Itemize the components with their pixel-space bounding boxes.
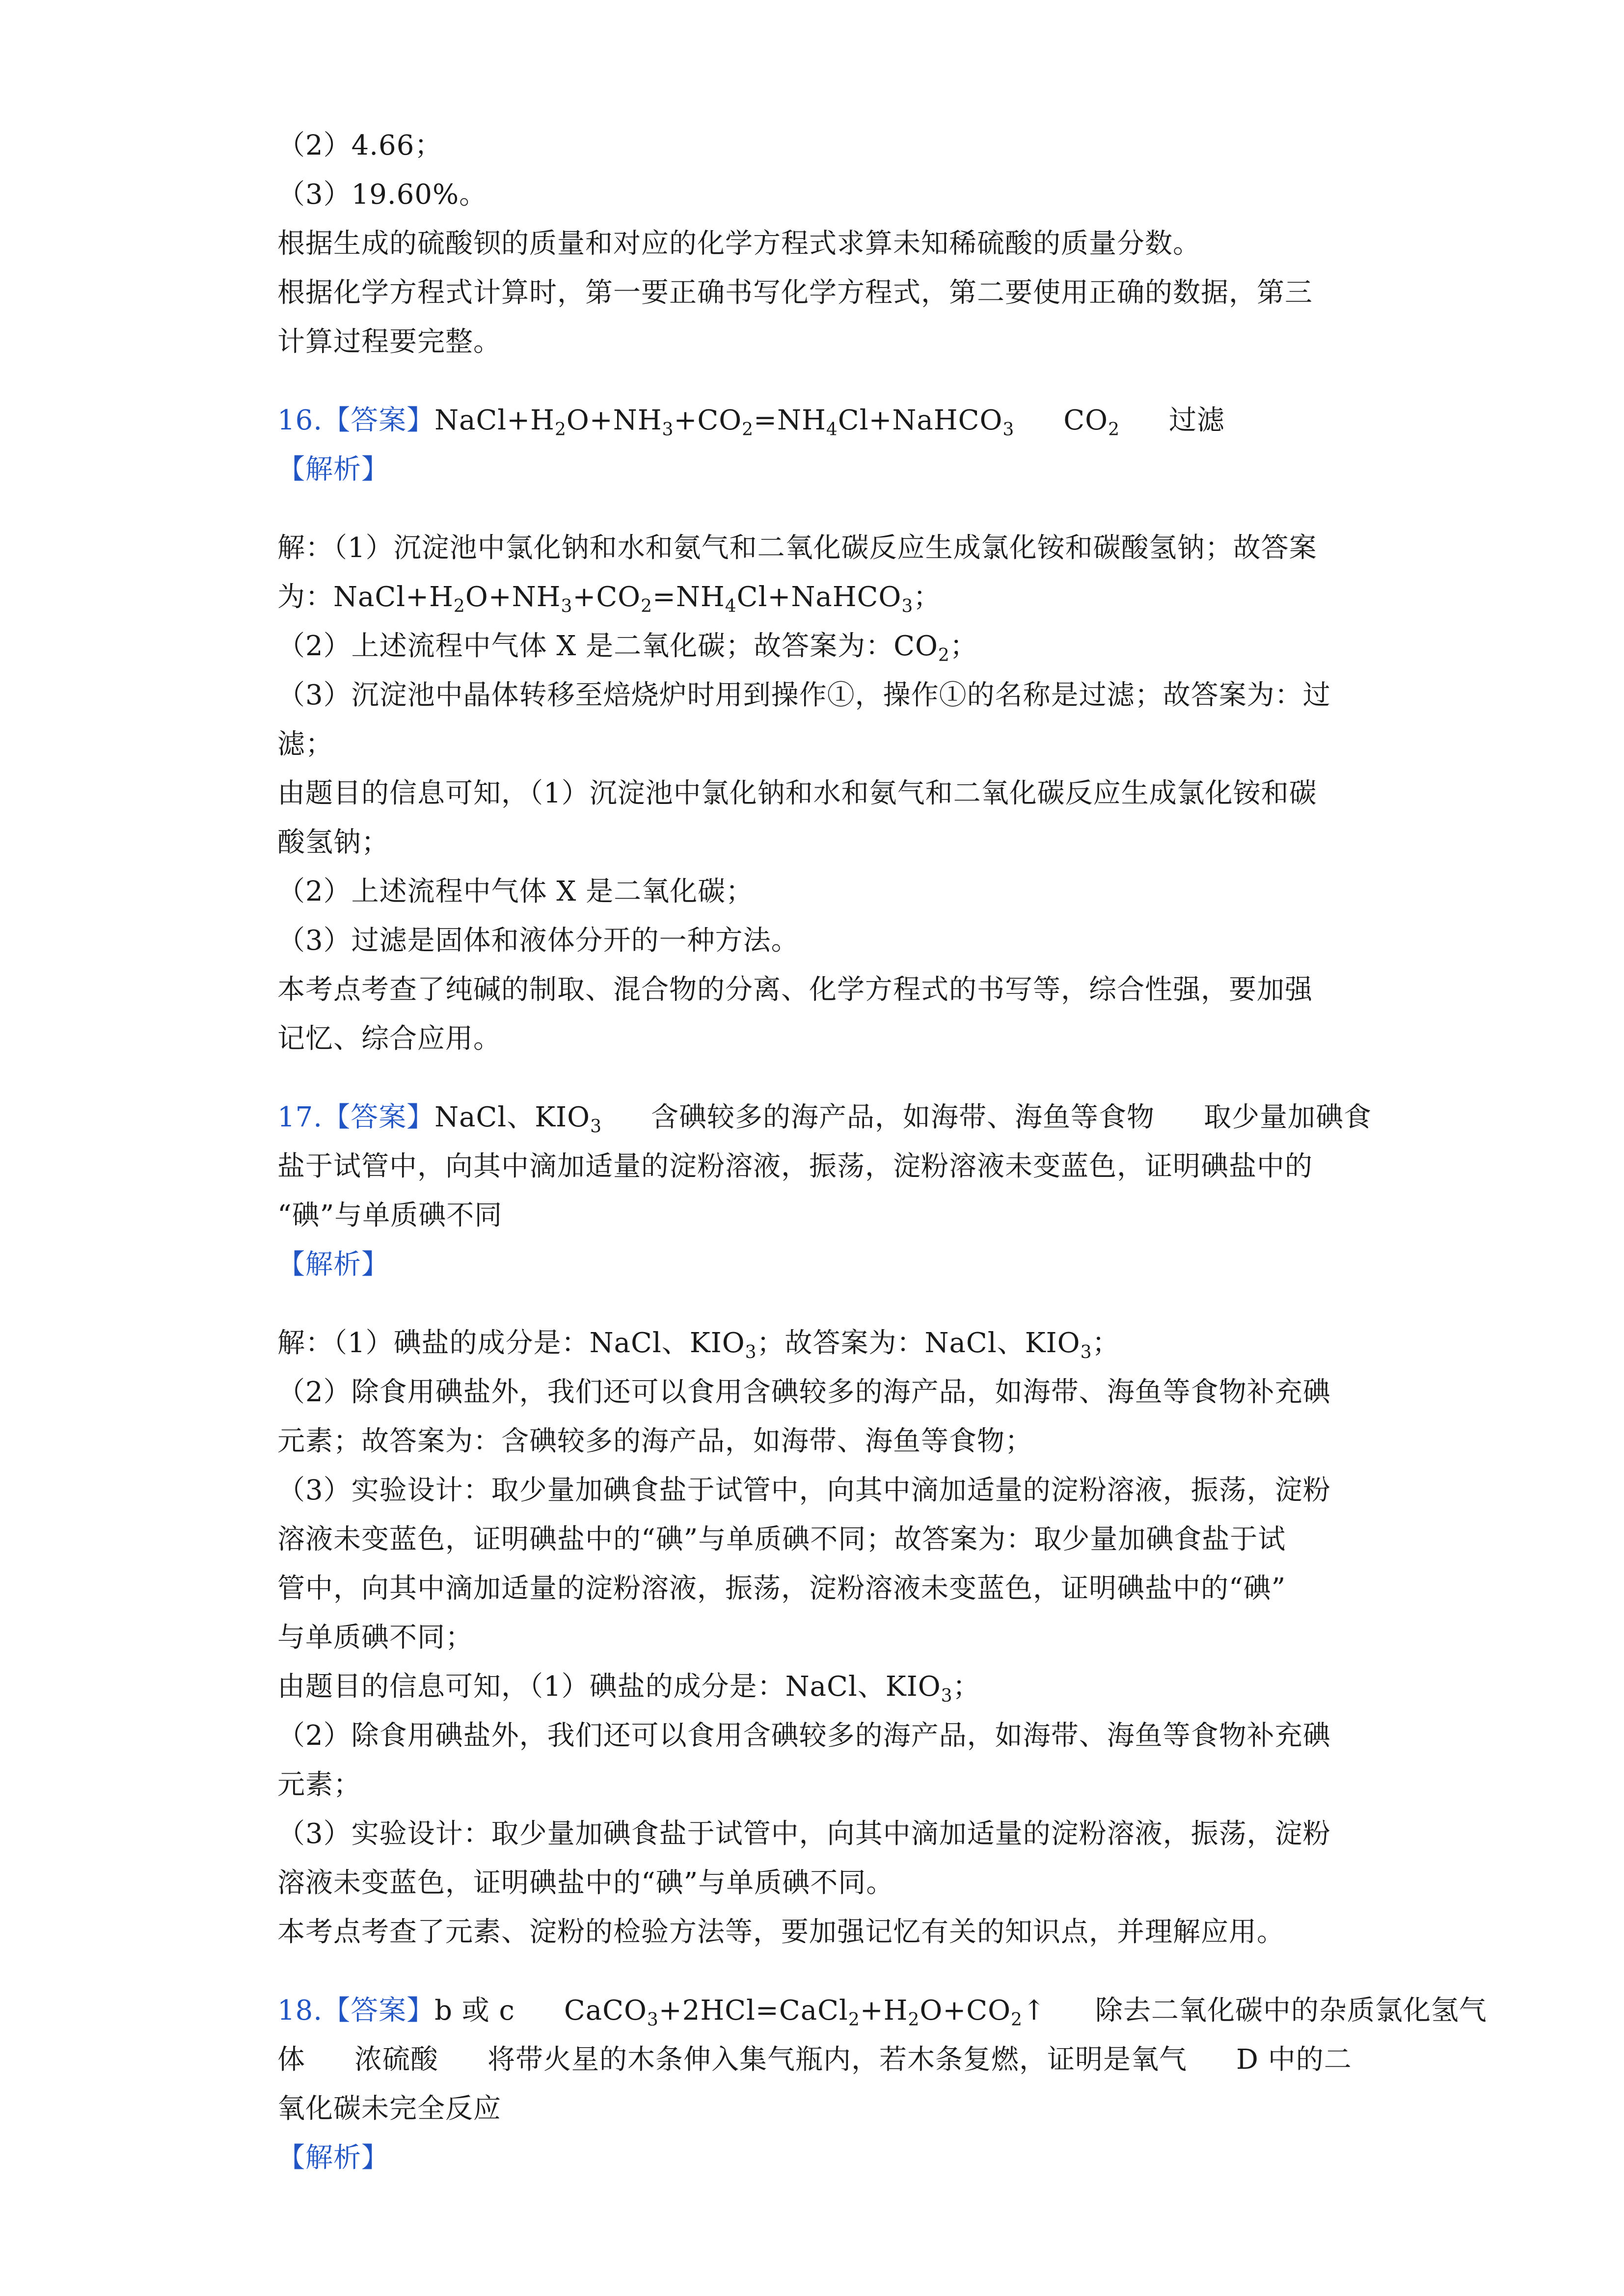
q17-answer-2: 含碘较多的海产品，如海带、海鱼等食物 xyxy=(650,1101,1155,1133)
prev-analysis-line-2: 根据化学方程式计算时，第一要正确书写化学方程式，第二要使用正确的数据，第三 xyxy=(277,277,1313,309)
prev-analysis-line-1: 根据生成的硫酸钡的质量和对应的化学方程式求算未知稀硫酸的质量分数。 xyxy=(277,228,1201,260)
q17-thought-3b: 溶液未变蓝色，证明碘盐中的“碘”与单质碘不同。 xyxy=(277,1867,894,1899)
q17-solution-3d: 与单质碘不同； xyxy=(277,1622,473,1654)
q17-answer-3a: 取少量加碘食 xyxy=(1203,1101,1372,1133)
q16-answer-tag: 【答案】 xyxy=(323,404,435,436)
prev-analysis-line-3: 计算过程要完整。 xyxy=(277,326,501,358)
q17-thought-3a: （3）实验设计：取少量加碘食盐于试管中，向其中滴加适量的淀粉溶液，振荡，淀粉 xyxy=(277,1818,1331,1850)
q16-solution-2: （2）上述流程中气体 X 是二氧化碳；故答案为：$CO_2$； xyxy=(277,630,978,666)
q17-solution-1: 解：（1）碘盐的成分是：NaCl、$KIO_3$；故答案为：NaCl、$KIO_3$； xyxy=(277,1327,1120,1362)
q18-answer-5: 将带火星的木条伸入集气瓶内，若木条复燃，证明是氧气 xyxy=(487,2044,1187,2076)
q18-analysis-tag: 【解析】 xyxy=(277,2142,389,2174)
q18-answer-6a: D 中的二 xyxy=(1236,2044,1352,2076)
q16-number: 16. xyxy=(277,404,323,436)
q17-number: 17. xyxy=(277,1101,323,1133)
q18-answer-line-2 xyxy=(277,2043,1352,2077)
q18-answer-line-1 xyxy=(277,1994,1487,2028)
q16-equation: $NaCl+H_2O+NH_3+CO_2=NH_4Cl+NaHCO_3$ xyxy=(434,404,1015,440)
q18-answer-1: b 或 c xyxy=(434,1995,515,2027)
q16-solution-1b: 为：$NaCl+H_2O+NH_3+CO_2=NH_4Cl+NaHCO_3$； xyxy=(277,581,942,616)
q18-answer-3a: 除去二氧化碳中的杂质氯化氢气 xyxy=(1095,1995,1487,2027)
q16-solution-1a: 解：（1）沉淀池中氯化钠和水和氨气和二氧化碳反应生成氯化铵和碳酸氢钠；故答案 xyxy=(277,532,1317,564)
q16-answer-2: $CO_2$ xyxy=(1063,404,1120,440)
q17-solution-3a: （3）实验设计：取少量加碘食盐于试管中，向其中滴加适量的淀粉溶液，振荡，淀粉 xyxy=(277,1474,1331,1506)
q17-comment-1: 本考点考查了元素、淀粉的检验方法等，要加强记忆有关的知识点，并理解应用。 xyxy=(277,1916,1285,1948)
q16-thought-3: （3）过滤是固体和液体分开的一种方法。 xyxy=(277,925,799,957)
q16-answer-3: 过滤 xyxy=(1168,404,1225,436)
q17-solution-3b: 溶液未变蓝色，证明碘盐中的“碘”与单质碘不同；故答案为：取少量加碘食盐于试 xyxy=(277,1523,1286,1555)
q18-number: 18. xyxy=(277,1995,323,2027)
prev-answer-line-3: （3）19.60%。 xyxy=(277,179,487,211)
q16-solution-3b: 滤； xyxy=(277,728,333,760)
q17-solution-3c: 管中，向其中滴加适量的淀粉溶液，振荡，淀粉溶液未变蓝色，证明碘盐中的“碘” xyxy=(277,1573,1286,1604)
q17-thought-2b: 元素； xyxy=(277,1769,361,1801)
q17-solution-2b: 元素；故答案为：含碘较多的海产品，如海带、海鱼等食物； xyxy=(277,1425,1033,1457)
q16-thought-1a: 由题目的信息可知，（1）沉淀池中氯化钠和水和氨气和二氧化碳反应生成氯化铵和碳 xyxy=(277,777,1317,809)
q17-thought-2a: （2）除食用碘盐外，我们还可以食用含碘较多的海产品，如海带、海鱼等食物补充碘 xyxy=(277,1720,1331,1752)
q17-answer-tag: 【答案】 xyxy=(323,1101,435,1133)
q18-answer-line-3: 氧化碳未完全反应 xyxy=(277,2093,501,2125)
q16-comment-1: 本考点考查了纯碱的制取、混合物的分离、化学方程式的书写等，综合性强，要加强 xyxy=(277,974,1313,1006)
q17-answer-line-1 xyxy=(277,1100,1372,1135)
q17-answer-line-3: “碘”与单质碘不同 xyxy=(277,1200,503,1231)
q17-solution-2a: （2）除食用碘盐外，我们还可以食用含碘较多的海产品，如海带、海鱼等食物补充碘 xyxy=(277,1376,1331,1408)
q16-comment-2: 记忆、综合应用。 xyxy=(277,1023,501,1055)
q16-answer-line xyxy=(277,403,1225,438)
prev-answer-line-2: （2）4.66； xyxy=(277,130,443,161)
q18-equation: $CaCO_3+2HCl=CaCl_2+H_2O+CO_2↑$ xyxy=(564,1995,1046,2030)
q18-answer-3b: 体 xyxy=(277,2044,305,2076)
q16-solution-3a: （3）沉淀池中晶体转移至焙烧炉时用到操作①，操作①的名称是过滤；故答案为：过 xyxy=(277,679,1331,711)
q16-thought-2: （2）上述流程中气体 X 是二氧化碳； xyxy=(277,876,754,908)
q16-analysis-tag: 【解析】 xyxy=(277,454,389,485)
q18-answer-4: 浓硫酸 xyxy=(354,2044,438,2076)
q18-answer-tag: 【答案】 xyxy=(323,1995,435,2027)
q17-thought-1: 由题目的信息可知，（1）碘盐的成分是：NaCl、$KIO_3$； xyxy=(277,1671,981,1706)
q16-thought-1b: 酸氢钠； xyxy=(277,827,389,858)
q17-answer-line-2: 盐于试管中，向其中滴加适量的淀粉溶液，振荡，淀粉溶液未变蓝色，证明碘盐中的 xyxy=(277,1150,1313,1182)
q17-answer-1: NaCl、$KIO_3$ xyxy=(434,1101,602,1137)
q17-analysis-tag: 【解析】 xyxy=(277,1249,389,1281)
